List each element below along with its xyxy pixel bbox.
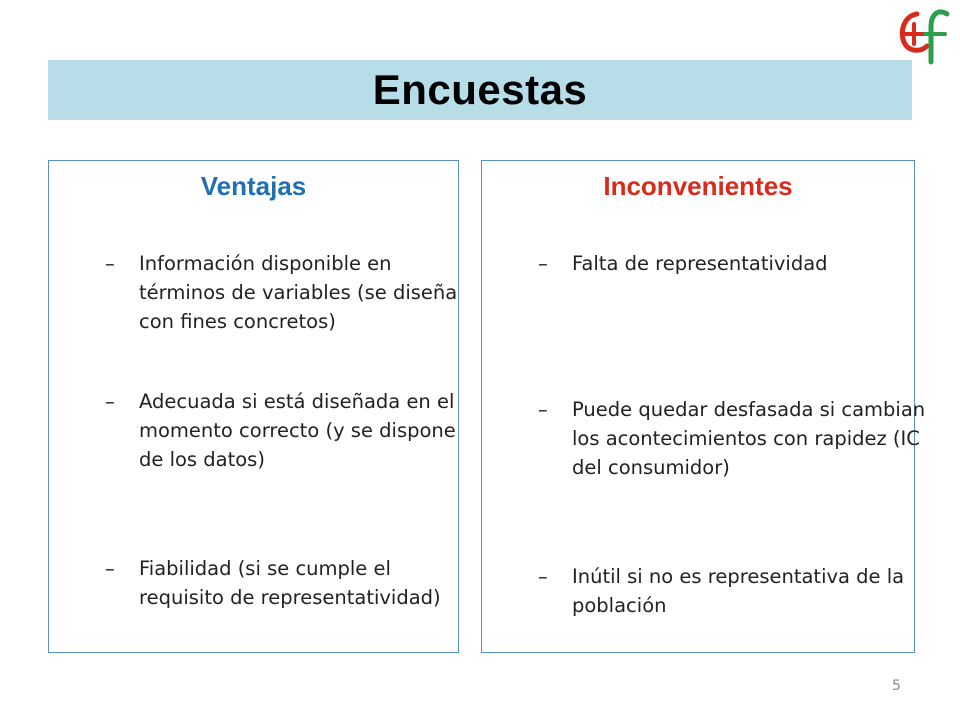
cf-logo-icon: [895, 4, 955, 66]
bullet-dash: –: [538, 565, 548, 588]
inconveniente-item-text: Falta de representatividad: [572, 252, 828, 275]
bullet-dash: –: [105, 557, 115, 580]
inconveniente-item-text: Puede quedar desfasada si cambian los acontecimientos con rapidez (IC del consumidor): [572, 398, 926, 479]
ventaja-item-text: Información disponible en términos de variables (se diseña con fines concretos): [139, 252, 458, 333]
ventaja-item-text: Adecuada si está diseñada en el momento correcto (y se dispone de los datos): [139, 390, 456, 471]
title-band: [48, 60, 912, 120]
bullet-dash: –: [538, 252, 548, 275]
ventaja-item-text: Fiabilidad (si se cumple el requisito de representatividad): [139, 557, 441, 609]
ventajas-panel: [48, 160, 459, 653]
inconvenientes-panel: [481, 160, 926, 653]
inconveniente-item: [538, 562, 937, 620]
bullet-dash: –: [105, 390, 115, 413]
ventajas-heading: Ventajas: [200, 171, 307, 201]
page-number: 5: [892, 678, 901, 694]
bullet-dash: –: [538, 398, 548, 421]
ventaja-item: [105, 249, 479, 336]
ventaja-item: [105, 554, 479, 612]
slide-title: Encuestas: [372, 66, 588, 113]
ventaja-item: [105, 387, 479, 474]
inconveniente-item: [538, 249, 937, 278]
inconvenientes-heading: Inconvenientes: [603, 171, 793, 201]
inconveniente-item-text: Inútil si no es representativa de la población: [572, 565, 905, 617]
bullet-dash: –: [105, 252, 115, 275]
inconveniente-item: [538, 395, 937, 482]
